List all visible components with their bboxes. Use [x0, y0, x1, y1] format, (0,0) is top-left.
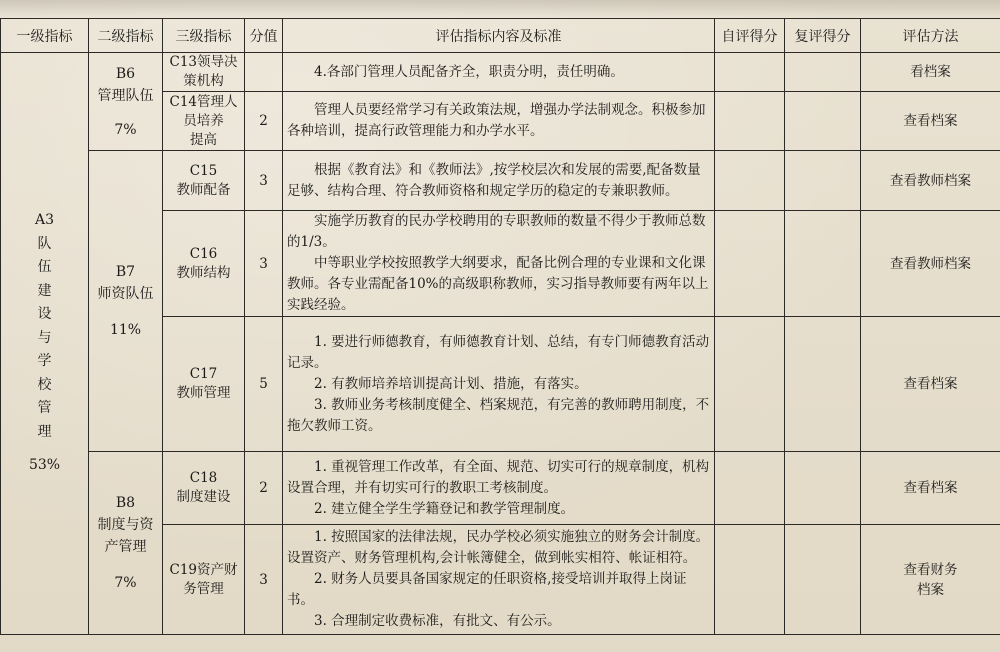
c16-content-line-2: 中等职业学校按照教学大纲要求，配备比例合理的专业课和文化课教师。各专业需配备10%的高级职称教师，实习指导教师要有两年以上实践经验。 [287, 255, 709, 313]
c16-self-score [715, 211, 785, 317]
c16-content [283, 211, 715, 317]
c14-method: 查看档案 [861, 92, 1000, 151]
c19-content-line-1: 1. 按照国家的法律法规，民办学校必须实施独立的财务会计制度。设置资产、财务管理机构,会计帐簿健全，做到帐实相符、帐证相符。 [287, 529, 710, 566]
header-level2: 二级指标 [89, 19, 163, 53]
c19-method [861, 525, 1000, 635]
c16-method: 查看教师档案 [861, 211, 1000, 317]
c19-label-line1: C19资产财 [169, 561, 238, 578]
level2-b7-cell [89, 151, 163, 452]
b8-code: B8 [115, 495, 136, 511]
table-row-c18 [1, 452, 1000, 525]
level1-a3-cell [1, 53, 89, 635]
c16-label-line2: 教师结构 [176, 264, 231, 281]
c14-points: 2 [245, 92, 283, 151]
table-row-c15 [1, 151, 1000, 211]
c13-label-line1: C13领导决 [169, 54, 238, 70]
c17-review-score [785, 317, 861, 452]
evaluation-table [0, 18, 1000, 635]
c19-content-line-3: 3. 合理制定收费标准，有批文、有公示。 [314, 613, 561, 629]
c15-label-cell [163, 151, 245, 211]
c14-self-score [715, 92, 785, 151]
a3-char-5: 学 [37, 353, 52, 370]
c15-points: 3 [245, 151, 283, 211]
c18-review-score [785, 452, 861, 525]
level2-b8-cell [89, 452, 163, 635]
bleed-through-strip [0, 0, 1000, 18]
c18-label-line2: 制度建设 [176, 489, 231, 505]
c17-method: 查看档案 [861, 317, 1000, 452]
a3-char-7: 管 [37, 400, 52, 417]
b7-name: 师资队伍 [97, 286, 154, 302]
a3-char-3: 设 [37, 306, 52, 323]
c15-content-line: 根据《教育法》和《教师法》,按学校层次和发展的需要,配备数量足够、结构合理、符合教师资格和规定学历的稳定的专兼职教师。 [287, 161, 701, 199]
b8-name-line1: 制度与资 [97, 517, 154, 533]
b7-code: B7 [115, 264, 136, 280]
c14-content-line: 管理人员要经常学习有关政策法规，增强办学法制观念。积极参加各种培训，提高行政管理能力和办学水平。 [287, 102, 706, 139]
c17-content-line-2: 2. 有教师培养培训提高计划、措施，有落实。 [314, 375, 588, 392]
c17-label-line1: C17 [189, 366, 218, 382]
b7-weight: 11% [109, 322, 142, 338]
c14-label-cell [163, 92, 245, 151]
header-content: 评估指标内容及标准 [283, 19, 715, 53]
c19-self-score [715, 525, 785, 635]
b8-name-line2: 产管理 [104, 539, 147, 555]
header-level1: 一级指标 [1, 19, 89, 53]
c19-label-line2: 务管理 [183, 580, 224, 597]
c14-label-line2: 员培养 [183, 112, 224, 129]
header-level3: 三级指标 [163, 19, 245, 53]
c16-label-line1: C16 [189, 245, 218, 262]
c17-self-score [715, 317, 785, 452]
b6-weight: 7% [114, 121, 137, 138]
c15-label-line2: 教师配备 [176, 181, 231, 198]
c16-label-cell [163, 211, 245, 317]
c18-content [283, 452, 715, 525]
c14-label-line3: 提高 [190, 131, 217, 148]
header-review-score: 复评得分 [785, 19, 861, 53]
c16-points: 3 [245, 211, 283, 317]
c15-label-line1: C15 [189, 162, 218, 179]
c18-content-line-1: 1. 重视管理工作改革，有全面、规范、切实可行的规章制度，机构设置合理，并有切实可行的教职工考核制度。 [287, 458, 710, 496]
c14-label-line1: C14管理人 [169, 93, 238, 110]
c17-content-line-1: 1. 要进行师德教育，有师德教育计划、总结，有专门师德教育活动记录。 [287, 333, 710, 371]
c15-method: 查看教师档案 [861, 151, 1000, 211]
b6-code: B6 [115, 65, 136, 82]
c19-content [283, 525, 715, 635]
c17-content-line-3: 3. 教师业务考核制度健全、档案规范，有完善的教师聘用制度，不拖欠教师工资。 [287, 396, 710, 434]
a3-weight: 53% [28, 457, 61, 474]
c13-points [245, 53, 283, 92]
c19-review-score [785, 525, 861, 635]
c13-content-line: 4.各部门管理人员配备齐全，职责分明，责任明确。 [314, 63, 624, 80]
c19-method-line2: 档案 [917, 581, 944, 598]
c15-content [283, 151, 715, 211]
c18-label-line1: C18 [189, 470, 218, 486]
c14-review-score [785, 92, 861, 151]
c13-content [283, 53, 715, 92]
c13-self-score [715, 53, 785, 92]
a3-char-6: 校 [37, 376, 52, 393]
c19-points: 3 [245, 525, 283, 635]
b6-name: 管理队伍 [97, 87, 154, 104]
c18-points: 2 [245, 452, 283, 525]
c18-content-line-2: 2. 建立健全学生学籍登记和教学管理制度。 [314, 500, 575, 517]
c18-self-score [715, 452, 785, 525]
a3-char-1: 伍 [37, 259, 52, 276]
c17-points: 5 [245, 317, 283, 452]
c17-label-cell [163, 317, 245, 452]
c17-label-line2: 教师管理 [176, 385, 231, 401]
c16-content-line-1: 实施学历教育的民办学校聘用的专职教师的数量不得少于教师总数的1/3。 [287, 213, 706, 250]
header-method: 评估方法 [861, 19, 1000, 53]
c13-label-cell [163, 53, 245, 92]
table-row-c13 [1, 53, 1000, 92]
header-row [1, 19, 1000, 53]
a3-char-0: 队 [37, 235, 52, 252]
a3-char-4: 与 [37, 329, 52, 346]
c15-self-score [715, 151, 785, 211]
c13-label-line2: 策机构 [183, 73, 224, 89]
a3-char-2: 建 [37, 282, 52, 299]
c13-method: 看档案 [861, 53, 1000, 92]
c19-method-line1: 查看财务 [903, 561, 958, 578]
level2-b6-cell [89, 53, 163, 151]
c15-review-score [785, 151, 861, 211]
c18-label-cell [163, 452, 245, 525]
header-self-score: 自评得分 [715, 19, 785, 53]
header-points: 分值 [245, 19, 283, 53]
c19-label-cell [163, 525, 245, 635]
a3-code: A3 [34, 212, 55, 229]
c19-content-line-2: 2. 财务人员要具备国家规定的任职资格,接受培训并取得上岗证书。 [287, 571, 687, 608]
c17-content [283, 317, 715, 452]
a3-char-8: 理 [37, 423, 52, 440]
b8-weight: 7% [114, 575, 137, 591]
c16-review-score [785, 211, 861, 317]
c14-content [283, 92, 715, 151]
c13-review-score [785, 53, 861, 92]
c18-method: 查看档案 [861, 452, 1000, 525]
